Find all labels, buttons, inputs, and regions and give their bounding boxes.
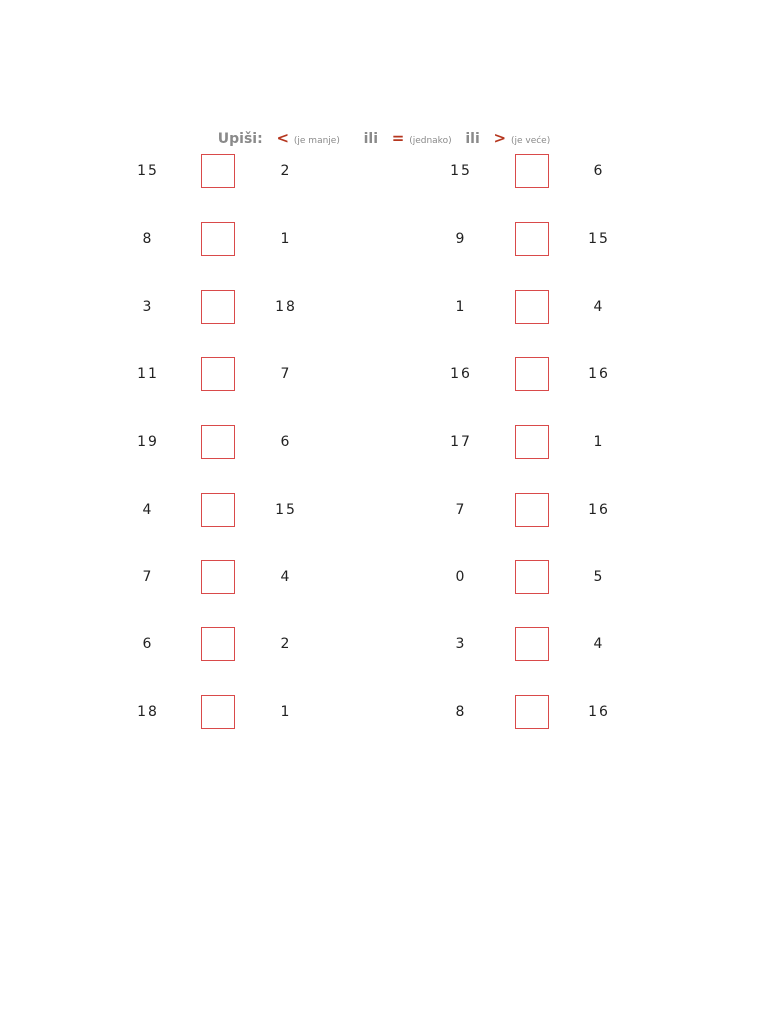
left-first-number: 15 xyxy=(137,163,159,179)
left-answer-box[interactable] xyxy=(201,154,235,188)
right-second-number: 1 xyxy=(593,434,605,450)
right-first-number: 0 xyxy=(455,569,467,585)
right-second-number: 16 xyxy=(588,366,610,382)
right-answer-box[interactable] xyxy=(515,560,549,594)
right-first-number: 3 xyxy=(455,636,467,652)
right-second-number: 4 xyxy=(593,636,605,652)
right-first-number: 16 xyxy=(450,366,472,382)
left-answer-box[interactable] xyxy=(201,357,235,391)
right-answer-box[interactable] xyxy=(515,425,549,459)
left-answer-box[interactable] xyxy=(201,695,235,729)
instructions-header xyxy=(0,129,768,147)
right-answer-box[interactable] xyxy=(515,493,549,527)
less-than-symbol: < xyxy=(276,129,290,147)
left-second-number: 1 xyxy=(280,231,292,247)
left-second-number: 6 xyxy=(280,434,292,450)
right-answer-box[interactable] xyxy=(515,290,549,324)
left-second-number: 1 xyxy=(280,704,292,720)
right-first-number: 9 xyxy=(455,231,467,247)
exercise-row-1 xyxy=(0,154,768,188)
right-first-number: 7 xyxy=(455,502,467,518)
exercise-row-5 xyxy=(0,425,768,459)
left-second-number: 2 xyxy=(280,636,292,652)
left-second-number: 2 xyxy=(280,163,292,179)
left-answer-box[interactable] xyxy=(201,425,235,459)
left-first-number: 4 xyxy=(142,502,154,518)
right-second-number: 15 xyxy=(588,231,610,247)
left-answer-box[interactable] xyxy=(201,560,235,594)
right-second-number: 6 xyxy=(593,163,605,179)
exercise-row-3 xyxy=(0,290,768,324)
greater-than-symbol: > xyxy=(493,129,507,147)
or-word-2: ili xyxy=(465,131,480,147)
left-answer-box[interactable] xyxy=(201,222,235,256)
right-first-number: 1 xyxy=(455,299,467,315)
exercise-row-4 xyxy=(0,357,768,391)
right-second-number: 16 xyxy=(588,502,610,518)
equal-symbol: = xyxy=(391,129,405,147)
left-first-number: 6 xyxy=(142,636,154,652)
right-answer-box[interactable] xyxy=(515,222,549,256)
exercise-row-7 xyxy=(0,560,768,594)
left-first-number: 7 xyxy=(142,569,154,585)
left-answer-box[interactable] xyxy=(201,627,235,661)
right-second-number: 16 xyxy=(588,704,610,720)
greater-than-note: (je veće) xyxy=(510,136,551,146)
less-than-note: (je manje) xyxy=(293,136,340,146)
left-second-number: 15 xyxy=(275,502,297,518)
left-first-number: 19 xyxy=(137,434,159,450)
right-answer-box[interactable] xyxy=(515,357,549,391)
or-word-1: ili xyxy=(363,131,378,147)
right-first-number: 17 xyxy=(450,434,472,450)
left-second-number: 18 xyxy=(275,299,297,315)
equal-note: (jednako) xyxy=(409,136,452,146)
right-first-number: 15 xyxy=(450,163,472,179)
left-answer-box[interactable] xyxy=(201,493,235,527)
left-answer-box[interactable] xyxy=(201,290,235,324)
right-second-number: 4 xyxy=(593,299,605,315)
right-second-number: 5 xyxy=(593,569,605,585)
left-second-number: 4 xyxy=(280,569,292,585)
exercise-row-6 xyxy=(0,493,768,527)
right-first-number: 8 xyxy=(455,704,467,720)
exercise-row-2 xyxy=(0,222,768,256)
exercise-row-9 xyxy=(0,695,768,729)
right-answer-box[interactable] xyxy=(515,695,549,729)
exercise-row-8 xyxy=(0,627,768,661)
instructions-prefix: Upiši: xyxy=(217,131,263,147)
left-first-number: 18 xyxy=(137,704,159,720)
left-first-number: 3 xyxy=(142,299,154,315)
left-first-number: 11 xyxy=(137,366,159,382)
left-first-number: 8 xyxy=(142,231,154,247)
right-answer-box[interactable] xyxy=(515,154,549,188)
right-answer-box[interactable] xyxy=(515,627,549,661)
left-second-number: 7 xyxy=(280,366,292,382)
